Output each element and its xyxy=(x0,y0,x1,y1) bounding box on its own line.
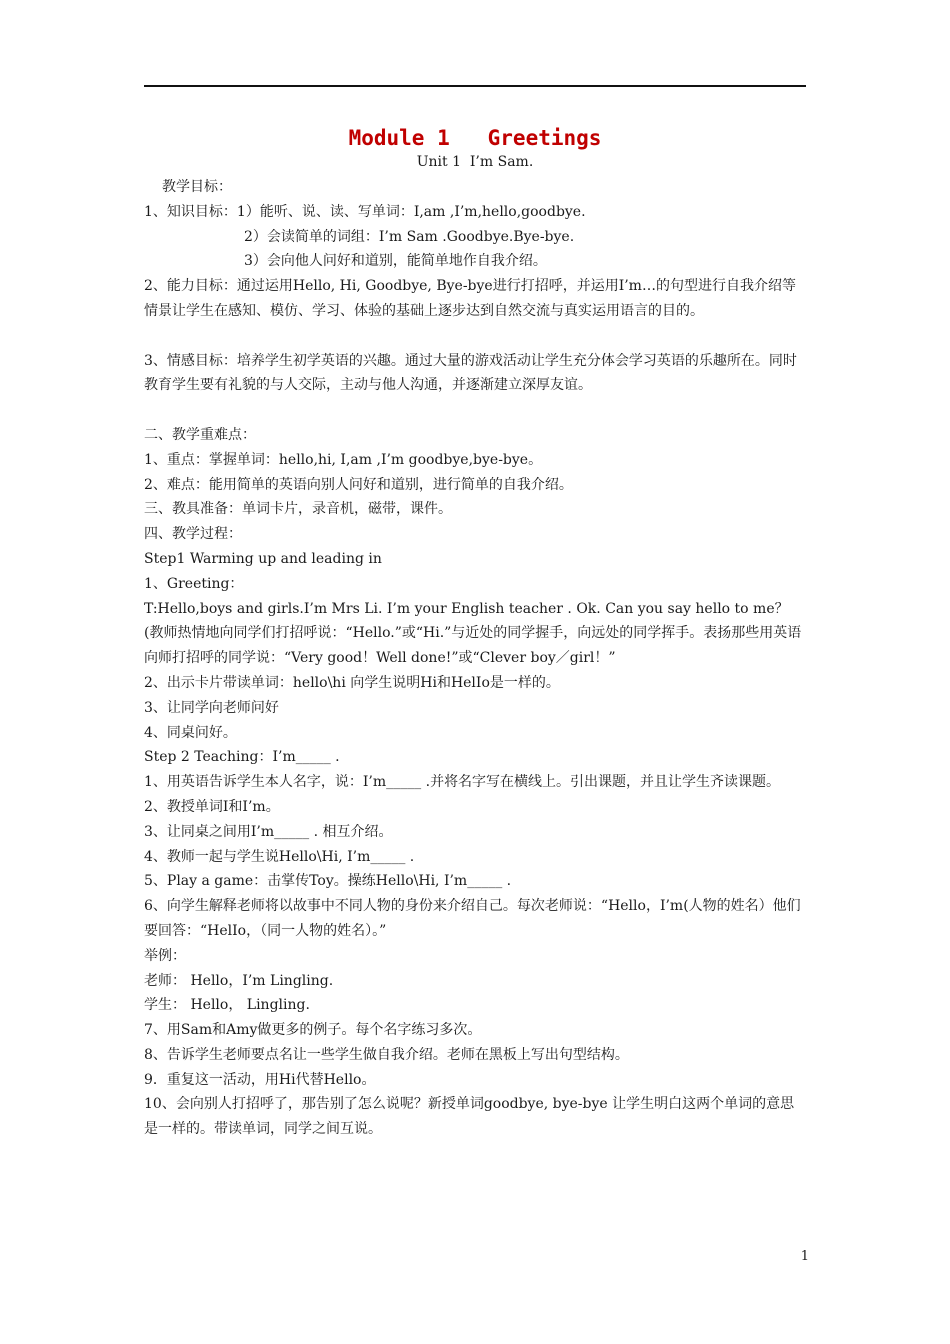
page-number: 1 xyxy=(800,1249,809,1264)
paragraph: 3、情感目标：培养学生初学英语的兴趣。通过大量的游戏活动让学生充分体会学习英语的乐趣所在。同时教育学生要有礼貌的与人交际，主动与他人沟通，并逐渐建立深厚友谊。 xyxy=(144,352,797,394)
section-heading-key-points: 二、教学重难点： xyxy=(144,426,256,443)
paragraph: 2、教授单词I和I’m。 xyxy=(144,798,280,815)
paragraph: 1、用英语告诉学生本人名字，说：I’m_____ .并将名字写在横线上。引出课题，并且让学生齐读课题。 xyxy=(144,774,781,791)
step-heading: Step 2 Teaching：I’m_____ . xyxy=(144,749,340,766)
paragraph: 学生： Hello， Lingling. xyxy=(144,997,310,1014)
paragraph: 2）会读简单的词组：I’m Sam .Goodbye.Bye-bye. xyxy=(244,228,575,245)
spacer xyxy=(144,398,808,423)
section-heading-objectives: 教学目标： xyxy=(162,179,232,195)
paragraph: 5、Play a game：击掌传Toy。操练Hello\Hi, I’m_____ . xyxy=(144,873,512,890)
paragraph: T:Hello,boys and girls.I’m Mrs Li. I’m your English teacher . Ok. Can you say hello to me？(教师热情地向同学们打招呼说：“Hello.”或“Hi.”与近处的同学握手，向远处的同学挥手。表扬那些用英语向师打招呼的同学说：“Very good！Well done!”或“Clever boy／girl！” xyxy=(144,600,802,667)
paragraph: 9．重复这一活动，用Hi代替Hello。 xyxy=(144,1071,376,1088)
paragraph: 3、让同桌之间用I’m_____ . 相互介绍。 xyxy=(144,823,393,840)
paragraph: 8、告诉学生老师要点名让一些学生做自我介绍。老师在黑板上写出句型结构。 xyxy=(144,1046,629,1063)
step-heading: Step1 Warming up and leading in xyxy=(144,550,382,567)
spacer xyxy=(144,324,808,349)
paragraph: 7、用Sam和Amy做更多的例子。每个名字练习多次。 xyxy=(144,1022,482,1039)
paragraph: 10、会向别人打招呼了，那告别了怎么说呢？新授单词goodbye, bye-bye 让学生明白这两个单词的意思是一样的。带读单词，同学之间互说。 xyxy=(144,1096,795,1138)
paragraph: 2、能力目标：通过运用Hello, Hi, Goodbye, Bye-bye进行打招呼，并运用I’m…的句型进行自我介绍等情景让学生在感知、模仿、学习、体验的基础上逐步达到自然交流与真实运用语言的目的。 xyxy=(144,278,796,319)
page-subtitle: Unit 1 I’m Sam. xyxy=(416,154,534,170)
header-rule xyxy=(144,85,806,87)
page-title: Module 1 Greetings xyxy=(348,126,602,150)
paragraph: 2、难点：能用简单的英语向别人问好和道别，进行简单的自我介绍。 xyxy=(144,476,573,493)
paragraph: 3、让同学向老师问好 xyxy=(144,699,279,716)
paragraph: 2、出示卡片带读单词：hello\hi 向学生说明Hi和HelIo是一样的。 xyxy=(144,674,560,691)
paragraph: 1、重点：掌握单词：hello,hi, I,am ,I’m goodbye,bye-bye。 xyxy=(144,451,543,468)
paragraph: 3）会向他人问好和道别，能简单地作自我介绍。 xyxy=(244,253,547,270)
document-body xyxy=(144,175,808,1142)
section-heading-materials: 三、教具准备：单词卡片，录音机，磁带，课件。 xyxy=(144,501,452,518)
paragraph: 1、知识目标：1）能听、说、读、写单词：I,am ,I’m,hello,goodbye. xyxy=(144,203,586,220)
paragraph: 举例： xyxy=(144,947,186,964)
paragraph: 4、同桌问好。 xyxy=(144,724,237,741)
paragraph: 6、向学生解释老师将以故事中不同人物的身份来介绍自己。每次老师说：“Hello，I’m(人物的姓名）他们要回答：“HelIo，（同一人物的姓名）。” xyxy=(144,898,801,939)
paragraph: 老师： Hello，I’m Lingling. xyxy=(144,972,334,989)
section-heading-process: 四、教学过程： xyxy=(144,526,242,543)
paragraph: 1、Greeting： xyxy=(144,575,244,592)
paragraph: 4、教师一起与学生说Hello\Hi, I’m_____ . xyxy=(144,848,415,865)
